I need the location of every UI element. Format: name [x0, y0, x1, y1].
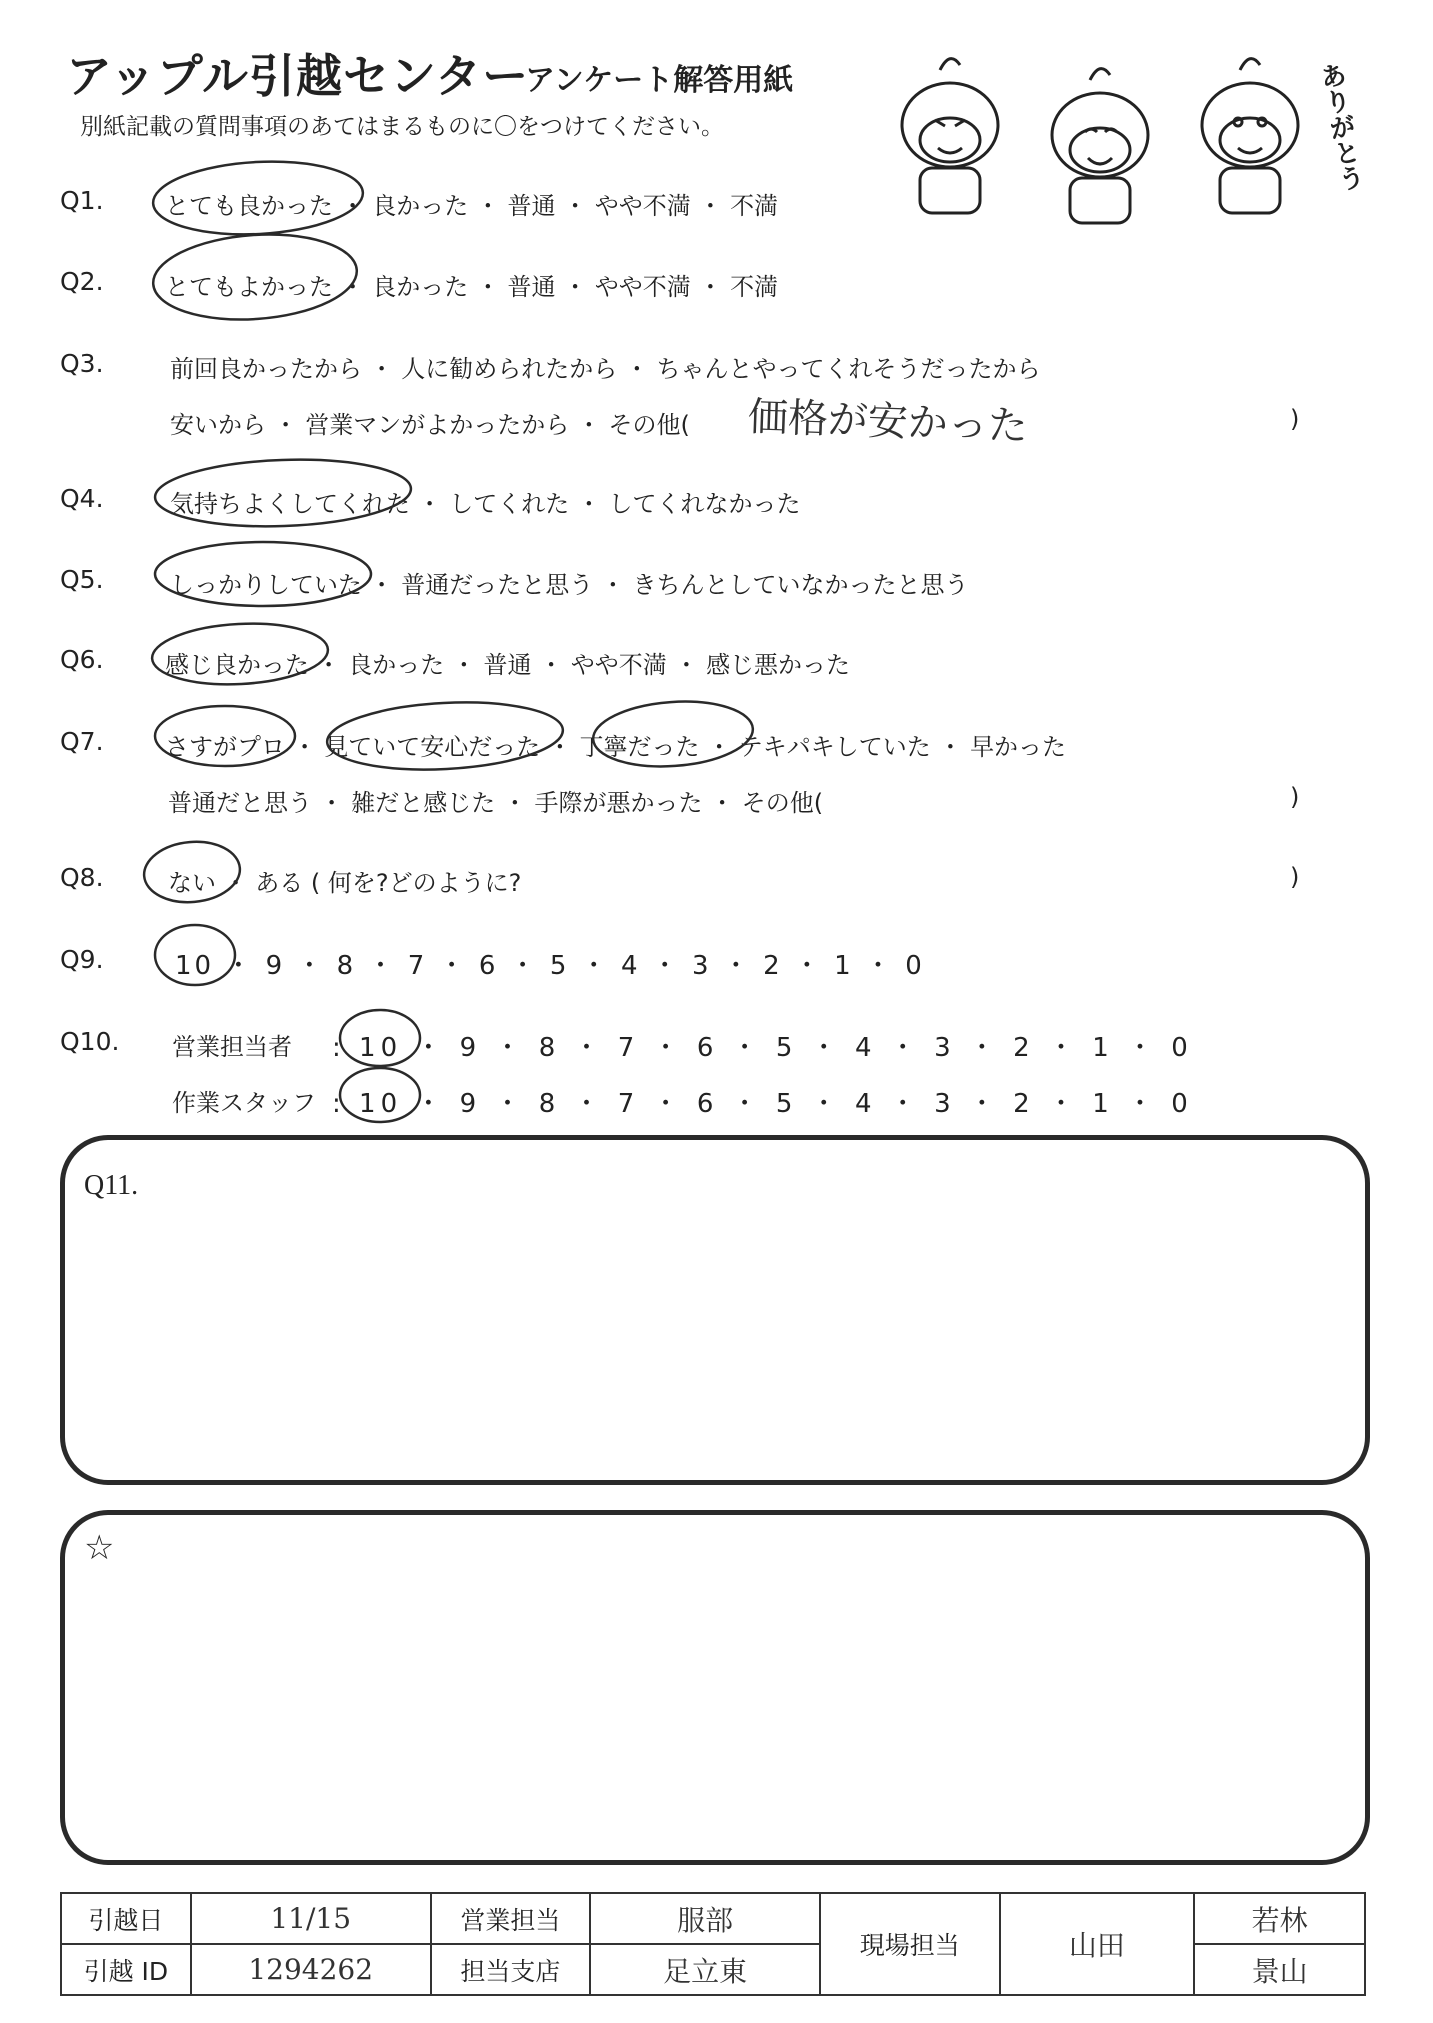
mascot-illustration	[880, 50, 1350, 230]
q5-label: Q5.	[60, 565, 104, 594]
q10-sales-scale[interactable]: : 10 ・ 9 ・ 8 ・ 7 ・ 6 ・ 5 ・ 4 ・ 3 ・ 2 ・ 1 ・ 0	[332, 1033, 1193, 1063]
form-subtitle: アンケート解答用紙	[525, 63, 794, 98]
q6-option[interactable]: 感じ良かった	[165, 651, 309, 679]
q2-option[interactable]: 不満	[730, 273, 779, 301]
q2-label: Q2.	[60, 267, 104, 296]
q9-label: Q9.	[60, 945, 104, 974]
q10-sales-name: 営業担当者	[172, 1033, 292, 1061]
q3-handwritten-answer: 価格が安かった	[747, 394, 1029, 450]
q4-options: 気持ちよくしてくれた ・ してくれた ・ してくれなかった	[170, 490, 801, 518]
star-icon: ☆	[84, 1530, 115, 1567]
q7-close-paren: )	[1290, 783, 1300, 811]
q3-label: Q3.	[60, 349, 104, 378]
q10-staff-scale[interactable]: : 10 ・ 9 ・ 8 ・ 7 ・ 6 ・ 5 ・ 4 ・ 3 ・ 2 ・ 1 ・ 0	[332, 1089, 1193, 1119]
monkey-icon	[1052, 69, 1148, 223]
q1-option[interactable]: やや不満	[594, 192, 691, 220]
q3-line1[interactable]: 前回良かったから ・ 人に勧められたから ・ ちゃんとやってくれそうだったから	[170, 355, 1041, 383]
q8-options: ない ・ ある ( 何を?どのように?	[168, 869, 522, 897]
branch-value[interactable]: 足立東	[590, 1944, 820, 1995]
q1-label: Q1.	[60, 186, 104, 215]
instruction-text: 別紙記載の質問事項のあてはまるものに〇をつけてください。	[80, 114, 724, 140]
move-date-value[interactable]: 11/15	[191, 1893, 431, 1944]
site-label: 現場担当	[820, 1893, 1000, 1995]
q6-options: 感じ良かった ・ 良かった ・ 普通 ・ やや不満 ・ 感じ悪かった	[165, 651, 851, 679]
thanks-caption: ありがとう	[1313, 60, 1367, 194]
q2-option[interactable]: とてもよかった	[165, 273, 333, 301]
q5-option[interactable]: 普通だったと思う	[401, 571, 594, 599]
q1-options: とても良かった ・ 良かった ・ 普通 ・ やや不満 ・ 不満	[165, 192, 779, 220]
q10-staff-name: 作業スタッフ	[172, 1089, 316, 1117]
q7-option[interactable]: さすがプロ	[165, 733, 285, 761]
move-date-label: 引越日	[61, 1893, 191, 1944]
q6-label: Q6.	[60, 645, 104, 674]
q8-option[interactable]: ある ( 何を?どのように?	[255, 869, 522, 897]
q4-option[interactable]: してくれなかった	[608, 490, 801, 518]
q6-option[interactable]: やや不満	[570, 651, 667, 679]
q8-label: Q8.	[60, 863, 104, 892]
q1-option[interactable]: 不満	[730, 192, 779, 220]
q11-box[interactable]	[60, 1135, 1370, 1485]
move-id-label: 引越 ID	[61, 1944, 191, 1995]
q4-option[interactable]: 気持ちよくしてくれた	[170, 490, 410, 518]
q4-label: Q4.	[60, 484, 104, 513]
q8-close-paren: )	[1290, 863, 1300, 891]
branch-label: 担当支店	[431, 1944, 591, 1995]
site-staff-1[interactable]: 山田	[1000, 1893, 1195, 1995]
q6-option[interactable]: 普通	[483, 651, 532, 679]
q5-option[interactable]: しっかりしていた	[170, 571, 362, 599]
q3-line2[interactable]: 安いから ・ 営業マンがよかったから ・ その他(	[170, 411, 690, 439]
q7-option[interactable]: 見ていて安心だった	[324, 733, 541, 761]
site-staff-2[interactable]: 若林	[1194, 1893, 1365, 1944]
sales-value[interactable]: 服部	[590, 1893, 820, 1944]
q4-option[interactable]: してくれた	[449, 490, 570, 518]
q1-option[interactable]: 良かった	[372, 192, 469, 220]
q5-options: しっかりしていた ・ 普通だったと思う ・ きちんとしていなかったと思う	[170, 571, 969, 599]
info-table	[60, 1892, 1366, 1996]
q1-option[interactable]: 普通	[507, 192, 556, 220]
company-title: アップル引越センター	[66, 49, 530, 103]
q3-close-paren: )	[1290, 405, 1300, 433]
q10-label: Q10.	[60, 1027, 120, 1056]
site-staff-3[interactable]: 景山	[1194, 1944, 1365, 1995]
comment-box[interactable]	[60, 1510, 1370, 1865]
q9-scale[interactable]: 10 ・ 9 ・ 8 ・ 7 ・ 6 ・ 5 ・ 4 ・ 3 ・ 2 ・ 1 ・ 0	[175, 951, 925, 981]
q2-option[interactable]: やや不満	[594, 273, 691, 301]
q7-label: Q7.	[60, 727, 104, 756]
q6-option[interactable]: 良かった	[348, 651, 445, 679]
q7-option[interactable]: 早かった	[970, 733, 1067, 761]
q5-option[interactable]: きちんとしていなかったと思う	[632, 571, 969, 599]
q1-option[interactable]: とても良かった	[165, 192, 333, 220]
sales-label: 営業担当	[431, 1893, 591, 1944]
monkey-icon	[1202, 59, 1298, 213]
q7-line2[interactable]: 普通だと思う ・ 雑だと感じた ・ 手際が悪かった ・ その他(	[168, 789, 824, 817]
move-id-value[interactable]: 1294262	[191, 1944, 431, 1995]
q7-option[interactable]: 丁寧だった	[579, 733, 700, 761]
q11-label: Q11.	[84, 1170, 139, 1201]
q7-option[interactable]: テキパキしていた	[738, 733, 931, 761]
q2-options: とてもよかった ・ 良かった ・ 普通 ・ やや不満 ・ 不満	[165, 273, 779, 301]
q2-option[interactable]: 普通	[507, 273, 556, 301]
q2-option[interactable]: 良かった	[372, 273, 469, 301]
q8-option[interactable]: ない	[168, 869, 216, 897]
q7-line1: さすがプロ ・ 見ていて安心だった ・ 丁寧だった ・ テキパキしていた ・ 早かった	[165, 733, 1067, 761]
q6-option[interactable]: 感じ悪かった	[706, 651, 851, 679]
monkey-icon	[902, 59, 998, 213]
